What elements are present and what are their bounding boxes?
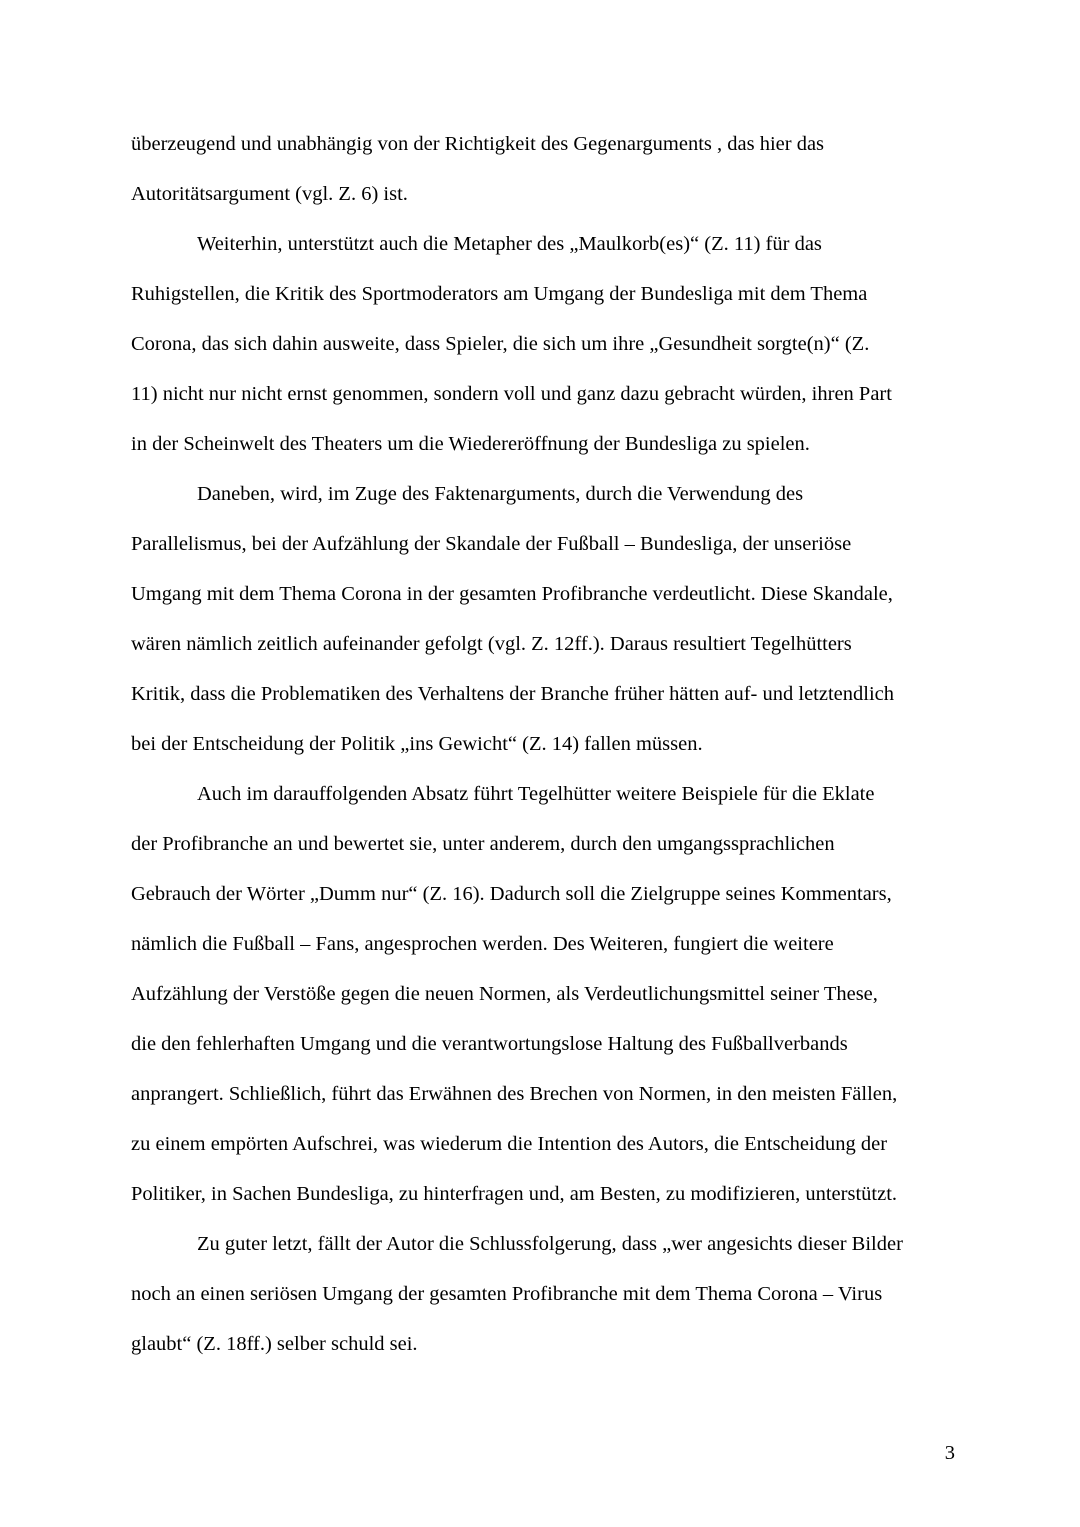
text-line: in der Scheinwelt des Theaters um die Wiedereröffnung der Bundesliga zu spielen. (131, 433, 810, 455)
text-line: Zu guter letzt, fällt der Autor die Schlussfolgerung, dass „wer angesichts dieser Bilder (197, 1233, 903, 1255)
text-line: bei der Entscheidung der Politik „ins Gewicht“ (Z. 14) fallen müssen. (131, 733, 703, 755)
text-line: Weiterhin, unterstützt auch die Metapher des „Maulkorb(es)“ (Z. 11) für das (197, 233, 822, 255)
text-line: anprangert. Schließlich, führt das Erwähnen des Brechen von Normen, in den meisten Fällen, (131, 1083, 898, 1105)
text-line: zu einem empörten Aufschrei, was wiederum die Intention des Autors, die Entscheidung der (131, 1133, 888, 1155)
text-line: noch an einen seriösen Umgang der gesamten Profibranche mit dem Thema Corona – Virus (131, 1283, 883, 1305)
text-line: Autoritätsargument (vgl. Z. 6) ist. (131, 183, 408, 205)
text-line: der Profibranche an und bewertet sie, unter anderem, durch den umgangssprachlichen (131, 833, 835, 855)
text-line: nämlich die Fußball – Fans, angesprochen werden. Des Weiteren, fungiert die weitere (131, 933, 834, 955)
text-line: die den fehlerhaften Umgang und die verantwortungslose Haltung des Fußballverbands (131, 1033, 848, 1055)
text-line: Aufzählung der Verstöße gegen die neuen Normen, als Verdeutlichungsmittel seiner These, (131, 983, 878, 1005)
text-line: Gebrauch der Wörter „Dumm nur“ (Z. 16). Dadurch soll die Zielgruppe seines Kommentars, (131, 883, 892, 905)
text-line: Auch im darauffolgenden Absatz führt Tegelhütter weitere Beispiele für die Eklate (197, 783, 875, 805)
text-line: Umgang mit dem Thema Corona in der gesamten Profibranche verdeutlicht. Diese Skandale, (131, 583, 893, 605)
text-line: Politiker, in Sachen Bundesliga, zu hinterfragen und, am Besten, zu modifizieren, unterstützt. (131, 1183, 898, 1205)
text-line: Parallelismus, bei der Aufzählung der Skandale der Fußball – Bundesliga, der unseriöse (131, 533, 852, 555)
text-line: Daneben, wird, im Zuge des Faktenarguments, durch die Verwendung des (197, 483, 804, 505)
text-line: Corona, das sich dahin ausweite, dass Spieler, die sich um ihre „Gesundheit sorgte(n)“ (Z. (131, 333, 870, 355)
body-text (131, 128, 961, 1378)
page-number: 3 (944, 1442, 955, 1464)
text-line: überzeugend und unabhängig von der Richtigkeit des Gegenarguments , das hier das (131, 133, 825, 155)
text-line: 11) nicht nur nicht ernst genommen, sondern voll und ganz dazu gebracht würden, ihren Part (131, 383, 892, 405)
text-line: wären nämlich zeitlich aufeinander gefolgt (vgl. Z. 12ff.). Daraus resultiert Tegelhütters (131, 633, 852, 655)
text-line: Ruhigstellen, die Kritik des Sportmoderators am Umgang der Bundesliga mit dem Thema (131, 283, 868, 305)
text-line: glaubt“ (Z. 18ff.) selber schuld sei. (131, 1333, 418, 1355)
text-line: Kritik, dass die Problematiken des Verhaltens der Branche früher hätten auf- und letztendlich (131, 683, 894, 705)
